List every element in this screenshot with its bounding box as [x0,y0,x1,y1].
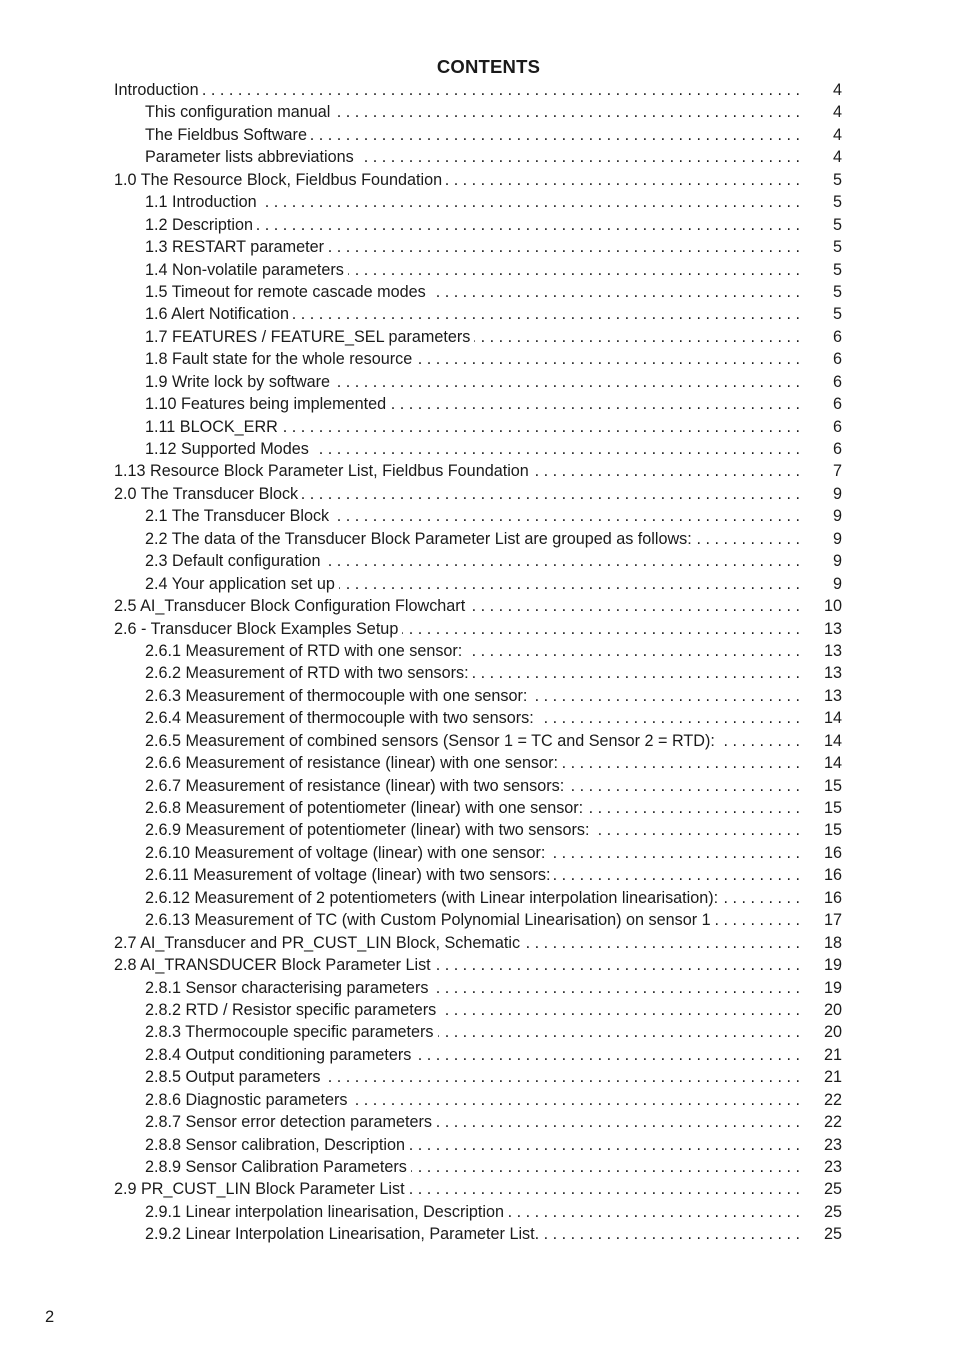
toc-entry[interactable] [0,1178,954,1200]
toc-entry-title [145,662,800,684]
toc-entry-title [145,281,800,303]
toc-entry-title [145,1201,800,1223]
toc-entry-title [114,460,800,482]
toc-page-number: 18 [823,933,842,952]
toc-page-number: 4 [832,81,842,99]
toc-entry-title [114,954,800,976]
toc-entry-title [145,573,800,595]
toc-entry-title [114,483,800,505]
toc-entry-label: 1.6 Alert Notification [145,305,293,323]
toc-entry[interactable] [0,236,954,258]
toc-entry[interactable] [0,1044,954,1066]
toc-entry-label: 1.1 Introduction [145,193,261,211]
toc-entry-label: 2.6.4 Measurement of thermocouple with two sensors: [145,709,538,727]
toc-page-number: 21 [823,1045,842,1064]
toc-entry-label: 2.6.5 Measurement of combined sensors (Sensor 1 = TC and Sensor 2 = RTD): [145,732,719,750]
table-of-contents [0,79,954,1246]
toc-entry[interactable] [0,595,954,617]
toc-entry[interactable] [0,1201,954,1223]
toc-entry-title [145,1111,800,1133]
toc-entry-label: 2.8.4 Output conditioning parameters [145,1046,415,1064]
toc-entry-label: 2.6.7 Measurement of resistance (linear) with two sensors: [145,777,568,795]
toc-entry[interactable] [0,416,954,438]
toc-entry-title [114,79,800,101]
toc-entry-title [145,124,800,146]
toc-entry[interactable] [0,887,954,909]
toc-entry[interactable] [0,640,954,662]
toc-entry[interactable] [0,371,954,393]
toc-entry-label: 2.8.3 Thermocouple specific parameters [145,1023,438,1041]
toc-entry-label: 2.5 AI_Transducer Block Configuration Flowchart [114,597,469,615]
toc-entry-label: This configuration manual [145,103,334,121]
toc-entry[interactable] [0,909,954,931]
toc-entry-label: 1.12 Supported Modes [145,440,313,458]
toc-entry-label: 2.8.2 RTD / Resistor specific parameters [145,1001,440,1019]
toc-page-number: 17 [823,911,842,930]
toc-entry-label: 2.3 Default configuration [145,552,324,570]
toc-entry-title [145,685,800,707]
toc-entry-title [114,169,800,191]
toc-entry[interactable] [0,1111,954,1133]
toc-entry[interactable] [0,169,954,191]
toc-page-number: 6 [832,395,842,414]
toc-entry-label: 2.6.10 Measurement of voltage (linear) with one sensor: [145,844,549,862]
toc-page-number: 6 [832,417,842,436]
toc-entry-label: 2.6.8 Measurement of potentiometer (linear) with one sensor: [145,799,587,817]
toc-entry-label: 2.9.2 Linear Interpolation Linearisation, Parameter List. [145,1225,543,1243]
toc-page-number: 20 [823,1023,842,1042]
toc-page-number: 5 [832,260,842,279]
toc-entry-label: 2.8.1 Sensor characterising parameters [145,979,432,997]
toc-page-number: 9 [832,507,842,526]
toc-entry-title [145,864,800,886]
toc-entry-title [145,259,800,281]
toc-page-number: 4 [832,125,842,144]
toc-entry[interactable] [0,460,954,482]
toc-entry-title [145,348,800,370]
toc-entry-label: 2.6.11 Measurement of voltage (linear) with two sensors: [145,866,554,884]
toc-entry-title [145,752,800,774]
toc-entry-title [114,932,800,954]
toc-page-number: 5 [832,305,842,324]
toc-page-number: 22 [823,1090,842,1109]
toc-entry-label: 1.7 FEATURES / FEATURE_SEL parameters [145,328,474,346]
toc-entry[interactable] [0,505,954,527]
toc-entry-label: 1.13 Resource Block Parameter List, Fieldbus Foundation [114,462,533,480]
toc-entry[interactable] [0,101,954,123]
toc-entry[interactable] [0,1156,954,1178]
toc-entry-label: 2.9.1 Linear interpolation linearisation, Description [145,1203,508,1221]
toc-entry-label: 1.0 The Resource Block, Fieldbus Foundation [114,171,446,189]
toc-entry-label: 1.11 BLOCK_ERR [145,418,282,436]
toc-entry-title [145,505,800,527]
toc-entry-title [145,303,800,325]
toc-entry-title [145,640,800,662]
toc-page-number: 4 [832,103,842,122]
toc-entry-label: 2.6.1 Measurement of RTD with one sensor: [145,642,466,660]
toc-page-number: 5 [832,170,842,189]
toc-entry[interactable] [0,730,954,752]
toc-page-number: 21 [823,1068,842,1087]
toc-entry-label: 2.8.5 Output parameters [145,1068,324,1086]
toc-entry-label: 2.6.12 Measurement of 2 potentiometers (with Linear interpolation linearisation): [145,889,722,907]
toc-entry-title [145,1066,800,1088]
toc-entry-label: 1.2 Description [145,216,257,234]
toc-entry-title [145,146,800,168]
toc-entry[interactable] [0,999,954,1021]
toc-entry[interactable] [0,954,954,976]
toc-entry-label: 1.10 Features being implemented [145,395,390,413]
toc-entry[interactable] [0,483,954,505]
toc-entry-title [145,730,800,752]
toc-entry[interactable] [0,528,954,550]
toc-page-number: 19 [823,978,842,997]
toc-entry-label: 1.8 Fault state for the whole resource [145,350,416,368]
toc-entry-title [145,775,800,797]
toc-entry-label: 2.1 The Transducer Block [145,507,333,525]
toc-entry-title [145,977,800,999]
toc-entry-title [145,842,800,864]
toc-page-number: 23 [823,1135,842,1154]
toc-entry-title [145,371,800,393]
toc-entry-label: 2.7 AI_Transducer and PR_CUST_LIN Block, Schematic [114,934,524,952]
toc-entry-label: 2.6.3 Measurement of thermocouple with one sensor: [145,687,531,705]
toc-entry-title [145,326,800,348]
toc-entry-title [145,1089,800,1111]
toc-page-number: 13 [823,686,842,705]
toc-entry[interactable] [0,977,954,999]
toc-page-number: 5 [832,282,842,301]
toc-page-number: 15 [823,776,842,795]
toc-entry[interactable] [0,573,954,595]
toc-entry-title [145,550,800,572]
toc-page-number: 25 [823,1202,842,1221]
toc-entry-label: 2.8.7 Sensor error detection parameters [145,1113,436,1131]
toc-entry[interactable] [0,1021,954,1043]
toc-page-number: 6 [832,440,842,458]
toc-page-number: 9 [832,484,842,503]
toc-entry[interactable] [0,752,954,774]
toc-entry-label: 1.9 Write lock by software [145,373,334,391]
toc-entry-title [145,214,800,236]
toc-entry[interactable] [0,393,954,415]
toc-entry-label: 2.8.9 Sensor Calibration Parameters [145,1158,411,1176]
toc-page-number: 16 [823,843,842,862]
toc-entry-title [145,819,800,841]
toc-entry-label: 2.9 PR_CUST_LIN Block Parameter List [114,1180,409,1198]
toc-entry-title [145,1021,800,1043]
toc-page-number: 13 [823,619,842,638]
toc-entry[interactable] [0,281,954,303]
toc-page-number: 20 [823,1000,842,1019]
toc-page-number: 9 [832,574,842,593]
toc-entry[interactable] [0,303,954,325]
toc-entry-title [145,191,800,213]
toc-entry[interactable] [0,1223,954,1245]
toc-entry-title [145,528,800,550]
toc-entry-label: 2.6.13 Measurement of TC (with Custom Polynomial Linearisation) on sensor 1 [145,911,715,929]
toc-entry[interactable] [0,348,954,370]
toc-page-number: 6 [832,372,842,391]
toc-entry-title [145,236,800,258]
toc-entry-label: 2.4 Your application set up [145,575,339,593]
toc-entry[interactable] [0,191,954,213]
toc-entry-label: 2.0 The Transducer Block [114,485,302,503]
toc-page-number: 6 [832,327,842,346]
toc-entry-title [145,1223,800,1245]
toc-entry[interactable] [0,932,954,954]
toc-entry[interactable] [0,797,954,819]
toc-entry-label: 1.4 Non-volatile parameters [145,261,348,279]
toc-entry-label: Parameter lists abbreviations [145,148,358,166]
toc-page-number: 15 [823,799,842,817]
toc-entry-title [145,101,800,123]
toc-entry[interactable] [0,819,954,841]
toc-entry[interactable] [0,662,954,684]
toc-entry-title [114,618,800,640]
toc-page-number: 23 [823,1158,842,1176]
toc-page-number: 22 [823,1113,842,1132]
toc-entry-title [145,416,800,438]
toc-entry-label: The Fieldbus Software [145,126,311,144]
toc-page-number: 9 [832,552,842,571]
toc-page-number: 9 [832,529,842,548]
toc-page-number: 25 [823,1180,842,1199]
toc-entry-title [145,707,800,729]
toc-page-number: 14 [823,709,842,728]
toc-page-number: 15 [823,821,842,840]
toc-entry[interactable] [0,438,954,460]
toc-entry-title [145,909,800,931]
toc-entry-title [145,393,800,415]
toc-page-number: 13 [823,664,842,683]
toc-entry[interactable] [0,146,954,168]
toc-page-number: 14 [823,731,842,750]
toc-entry-label: 2.6.2 Measurement of RTD with two sensors: [145,664,473,682]
page-number: 2 [45,1308,55,1326]
toc-entry-title [145,797,800,819]
toc-entry-label: 2.2 The data of the Transducer Block Parameter List are grouped as follows: [145,530,696,548]
toc-entry-title [145,1156,800,1178]
toc-entry-label: 2.6 - Transducer Block Examples Setup [114,620,402,638]
toc-entry-title [114,1178,800,1200]
toc-entry-title [145,1134,800,1156]
toc-entry-label: 2.8 AI_TRANSDUCER Block Parameter List [114,956,435,974]
toc-page-number: 4 [832,148,842,167]
toc-entry[interactable] [0,775,954,797]
toc-page-number: 7 [832,462,842,481]
toc-entry[interactable] [0,214,954,236]
toc-page-number: 14 [823,754,842,773]
toc-entry-title [114,595,800,617]
toc-entry-title [145,1044,800,1066]
toc-entry-label: 2.8.8 Sensor calibration, Description [145,1136,409,1154]
toc-entry-label: 1.3 RESTART parameter [145,238,328,256]
toc-entry[interactable] [0,124,954,146]
toc-page-number: 19 [823,956,842,975]
toc-entry-label: 2.8.6 Diagnostic parameters [145,1091,351,1109]
toc-entry[interactable] [0,842,954,864]
toc-entry[interactable] [0,550,954,572]
toc-entry[interactable] [0,618,954,640]
toc-entry[interactable] [0,1134,954,1156]
toc-page-number: 13 [823,641,842,660]
toc-entry-title [145,999,800,1021]
toc-entry[interactable] [0,1089,954,1111]
toc-entry-label: 1.5 Timeout for remote cascade modes [145,283,430,301]
contents-title: CONTENTS [436,56,541,77]
toc-page-number: 5 [832,193,842,212]
toc-entry-label: 2.6.9 Measurement of potentiometer (linear) with two sensors: [145,821,593,839]
toc-entry[interactable] [0,864,954,886]
toc-page-number: 6 [832,350,842,369]
toc-entry[interactable] [0,326,954,348]
toc-page-number: 5 [832,238,842,257]
toc-page-number: 5 [832,215,842,234]
toc-entry-label: Introduction [114,81,203,99]
toc-entry[interactable] [0,79,954,101]
toc-page-number: 25 [823,1225,842,1244]
toc-entry-title [145,438,800,460]
toc-entry[interactable] [0,685,954,707]
toc-entry[interactable] [0,1066,954,1088]
toc-page-number: 16 [823,888,842,907]
toc-page-number: 16 [823,866,842,885]
toc-entry-label: 2.6.6 Measurement of resistance (linear) with one sensor: [145,754,562,772]
toc-entry-title [145,887,800,909]
toc-entry[interactable] [0,707,954,729]
toc-page-number: 10 [823,597,842,616]
toc-entry[interactable] [0,259,954,281]
